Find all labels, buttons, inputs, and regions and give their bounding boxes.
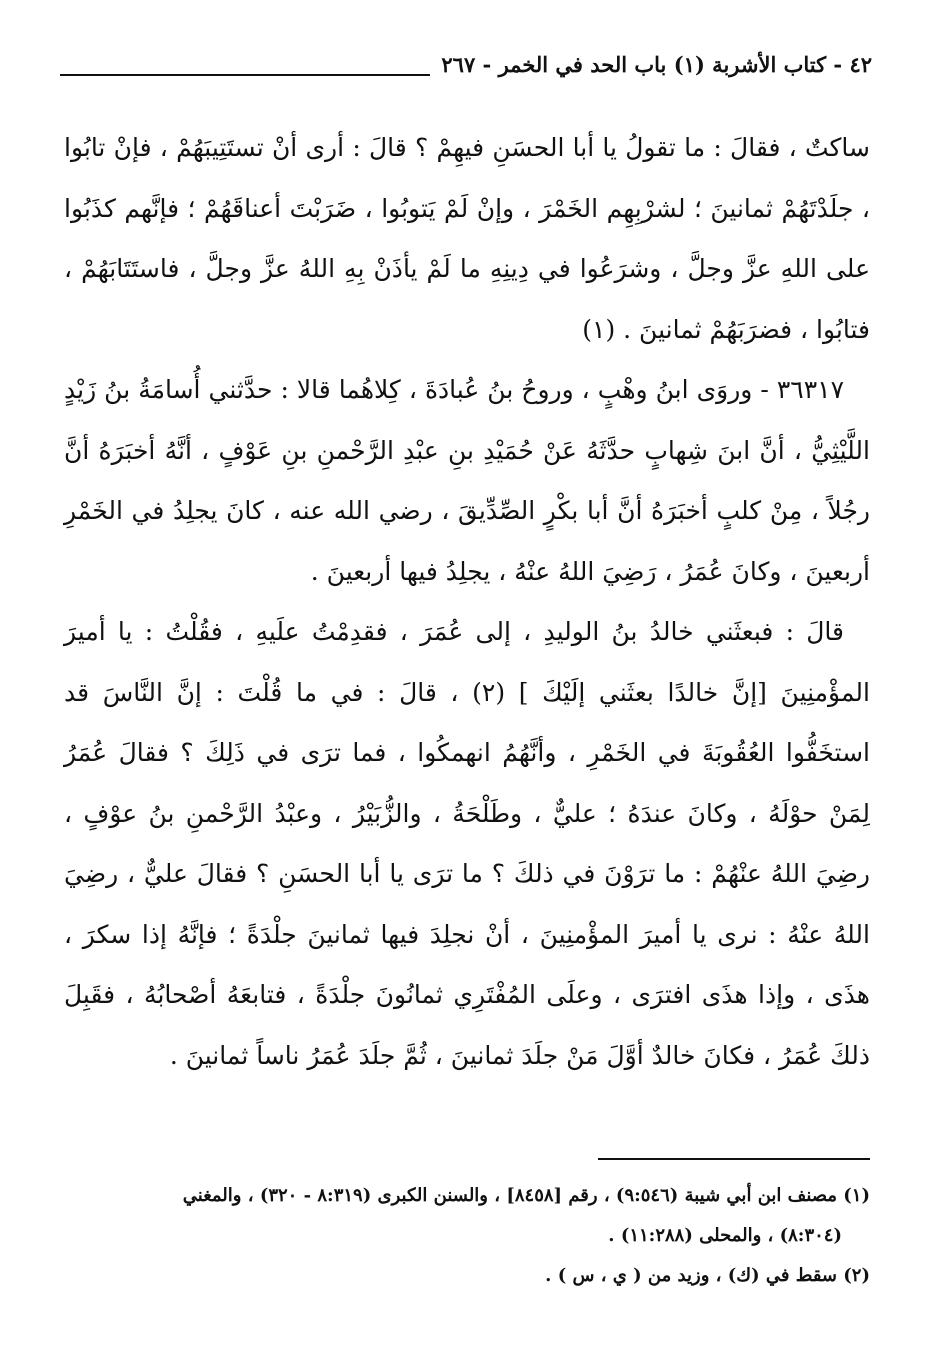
footnote-1: (١) مصنف ابن أبي شيبة (٩:٥٤٦) ، رقم [٨٤٥٨] ، والسنن الكبرى (٨:٣١٩ - ٣٢٠) ، والمغني bbox=[182, 1185, 870, 1206]
footnote-1-continued: (٨:٣٠٤) ، والمحلى (١١:٢٨٨) . bbox=[608, 1225, 842, 1246]
footnote-2: (٢) سقط في (ك) ، وزيد من ( ي ، س ) . bbox=[545, 1265, 870, 1286]
footnotes bbox=[64, 1176, 870, 1296]
footnote-rule bbox=[598, 1158, 870, 1160]
running-header bbox=[60, 52, 872, 96]
header-title: ٤٢ - كتاب الأشربة (١) باب الحد في الخمر - ٢٦٧ bbox=[441, 52, 872, 77]
header-rule bbox=[60, 74, 430, 76]
paragraph-3: قالَ : فبعثَني خالدُ بنُ الوليدِ ، إلى عُمَرَ ، فقدِمْتُ علَيهِ ، فقُلْتُ : يا أميرَ المؤْمنِينَ [إنَّ خالدًا بعثَني إلَيْكَ ] (٢) ، قالَ : في ما قُلْتَ : إنَّ النَّاسَ قد استخَفُّوا العُقُوبَةَ في الخَمْرِ ، وأنَّهُمُ انهمكُوا ، فما ترَى في ذَلِكَ ؟ فقالَ عُمَرُ لِمَنْ حوْلَهُ ، وكانَ عندَهُ ؛ عليٌّ ، وطَلْحَةُ ، والزُّبَيْرُ ، وعبْدُ الرَّحْمنِ بنُ عوْفٍ ، رضِيَ اللهُ عنْهُمْ : ما ترَوْنَ في ذلكَ ؟ ما ترَى يا أبا الحسَنِ ؟ فقالَ عليٌّ ، رضِيَ اللهُ عنْهُ : نرى يا أميرَ المؤْمنِينَ ، أنْ نجلِدَ فيها ثمانينَ جلْدَةً ؛ فإنَّهُ إذا سكرَ ، هذَى ، وإذا هذَى افترَى ، وعلَى المُفْتَرِي ثمانُونَ جلْدَةً ، فتابعَهُ أصْحابُهُ ، فقَبِلَ ذلكَ عُمَرُ ، فكانَ خالدٌ أوَّلَ مَنْ جلَدَ ثمانينَ ، ثُمَّ جلَدَ عُمَرُ ناساً ثمانينَ . bbox=[64, 617, 870, 1070]
paragraph-2: ٣٦٣١٧ - وروَى ابنُ وهْبٍ ، وروحُ بنُ عُبادَةَ ، كِلاهُما قالا : حدَّثني أُسامَةُ بنُ زَيْدٍ اللَّيْثِيُّ ، أنَّ ابنَ شِهابٍ حدَّثَهُ عَنْ حُمَيْدِ بنِ عبْدِ الرَّحْمنِ بنِ عَوْفٍ ، أنَّهُ أخبَرَهُ أنَّ رجُلاً ، مِنْ كلبٍ أخبَرَهُ أنَّ أبا بكْرٍ الصِّدِّيقَ ، رضي الله عنه ، كانَ يجلِدُ في الخَمْرِ أربعينَ ، وكانَ عُمَرُ ، رَضِيَ اللهُ عنْهُ ، يجلِدُ فيها أربعينَ . bbox=[64, 375, 870, 586]
main-text bbox=[64, 118, 870, 1086]
paragraph-1: ساكتٌ ، فقالَ : ما تقولُ يا أبا الحسَنِ فيهِمْ ؟ قالَ : أرى أنْ تستَتِيبَهُمْ ، فإنْ تابُوا ، جلَدْتَهُمْ ثمانينَ ؛ لشرْبِهِم الخَمْرَ ، وإنْ لَمْ يَتوبُوا ، ضَرَبْتَ أعناقَهُمْ ؛ فإنَّهم كذَبُوا على اللهِ عزَّ وجلَّ ، وشرَعُوا في دِينِهِ ما لَمْ يأذَنْ بِهِ اللهُ عزَّ وجلَّ ، فاستَتَابَهُمْ ، فتابُوا ، فضرَبَهُمْ ثمانينَ . (١) bbox=[64, 133, 870, 344]
